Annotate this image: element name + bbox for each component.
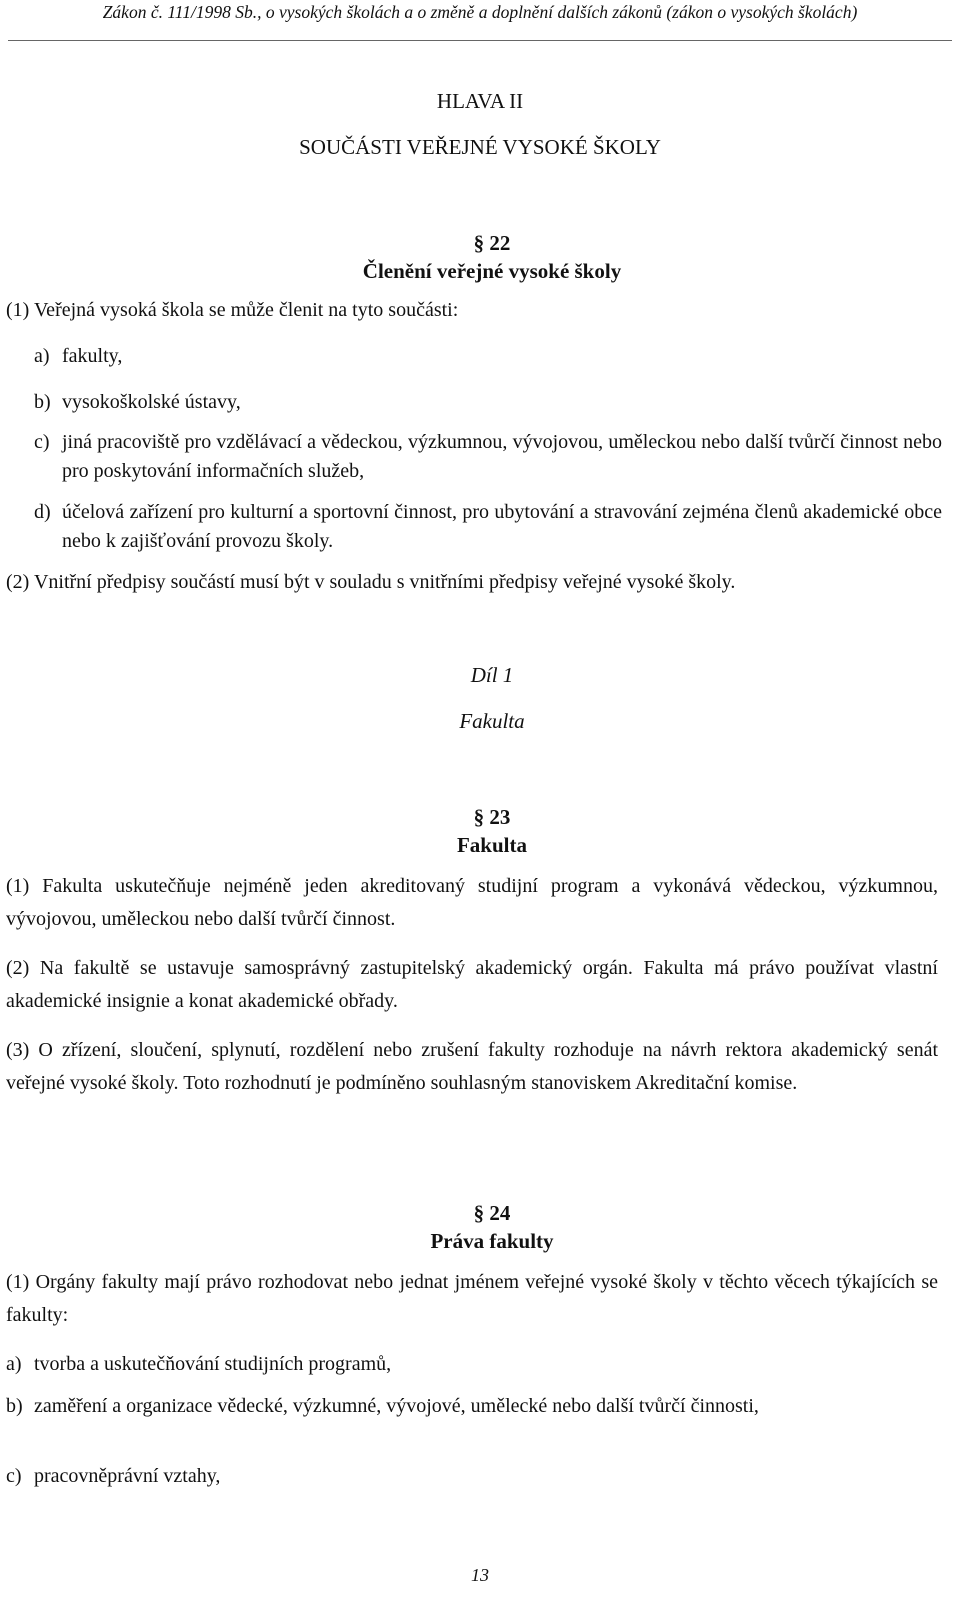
section-22-item-b xyxy=(34,388,942,417)
section-22-item-c xyxy=(34,428,942,486)
item-label: a) xyxy=(34,345,50,367)
section-22-item-d xyxy=(34,498,942,556)
item-text: zaměření a organizace vědecké, výzkumné, vývojové, umělecké nebo další tvůrčí činnosti, xyxy=(34,1395,759,1417)
item-label: b) xyxy=(6,1395,23,1417)
chapter-number: HLAVA II xyxy=(436,89,524,113)
header-divider xyxy=(8,40,952,41)
section-23-paragraph-2: (2) Na fakultě se ustavuje samosprávný zastupitelský akademický orgán. Fakulta má právo používat vlastní akademické insignie a konat akademické obřady. xyxy=(6,957,938,1012)
section-24-title: Práva fakulty xyxy=(430,1229,554,1253)
section-24-item-b xyxy=(6,1392,942,1421)
item-label: b) xyxy=(34,391,51,413)
item-label: c) xyxy=(34,431,50,453)
item-label: a) xyxy=(6,1353,22,1375)
part-title: Fakulta xyxy=(459,709,525,733)
section-22-paragraph-2: (2) Vnitřní předpisy součástí musí být v souladu s vnitřními předpisy veřejné vysoké školy. xyxy=(6,571,736,593)
item-text: jiná pracoviště pro vzdělávací a vědeckou, výzkumnou, vývojovou, uměleckou nebo další tvůrčí činnost nebo pro poskytování informačních služeb, xyxy=(62,431,942,482)
section-23-title: Fakulta xyxy=(456,833,527,857)
section-24-item-c xyxy=(6,1462,942,1491)
section-22-title: Členění veřejné vysoké školy xyxy=(362,259,622,283)
section-23-paragraph-1: (1) Fakulta uskutečňuje nejméně jeden akreditovaný studijní program a vykonává vědeckou, výzkumnou, vývojovou, uměleckou nebo další tvůrčí činnost. xyxy=(6,875,938,930)
section-24-item-a xyxy=(6,1350,942,1379)
section-22-number: § 22 xyxy=(473,231,511,255)
section-22-item-a xyxy=(34,342,942,371)
item-text: pracovněprávní vztahy, xyxy=(34,1465,221,1487)
chapter-title: SOUČÁSTI VEŘEJNÉ VYSOKÉ ŠKOLY xyxy=(299,135,661,159)
page-number: 13 xyxy=(471,1565,489,1585)
item-label: d) xyxy=(34,501,51,523)
item-text: fakulty, xyxy=(62,345,123,367)
section-23-paragraph-3: (3) O zřízení, sloučení, splynutí, rozdělení nebo zrušení fakulty rozhoduje na návrh rektora akademický senát veřejné vysoké školy. Toto rozhodnutí je podmíněno souhlasným stanoviskem Akreditační komise. xyxy=(6,1039,938,1094)
item-text: vysokoškolské ústavy, xyxy=(62,391,241,413)
part-number: Díl 1 xyxy=(470,663,514,687)
item-label: c) xyxy=(6,1465,22,1487)
running-header: Zákon č. 111/1998 Sb., o vysokých školách a o změně a doplnění dalších zákonů (zákon o vysokých školách) xyxy=(102,2,858,22)
section-23-number: § 23 xyxy=(473,805,511,829)
item-text: tvorba a uskutečňování studijních programů, xyxy=(34,1353,392,1375)
section-22-paragraph-1: (1) Veřejná vysoká škola se může členit na tyto součásti: xyxy=(6,299,459,321)
section-24-number: § 24 xyxy=(473,1201,511,1225)
item-text: účelová zařízení pro kulturní a sportovní činnost, pro ubytování a stravování zejména členů akademické obce nebo k zajišťování provozu školy. xyxy=(62,501,942,552)
section-24-paragraph-1: (1) Orgány fakulty mají právo rozhodovat nebo jednat jménem veřejné vysoké školy v těchto věcech týkajících se fakulty: xyxy=(6,1271,938,1326)
